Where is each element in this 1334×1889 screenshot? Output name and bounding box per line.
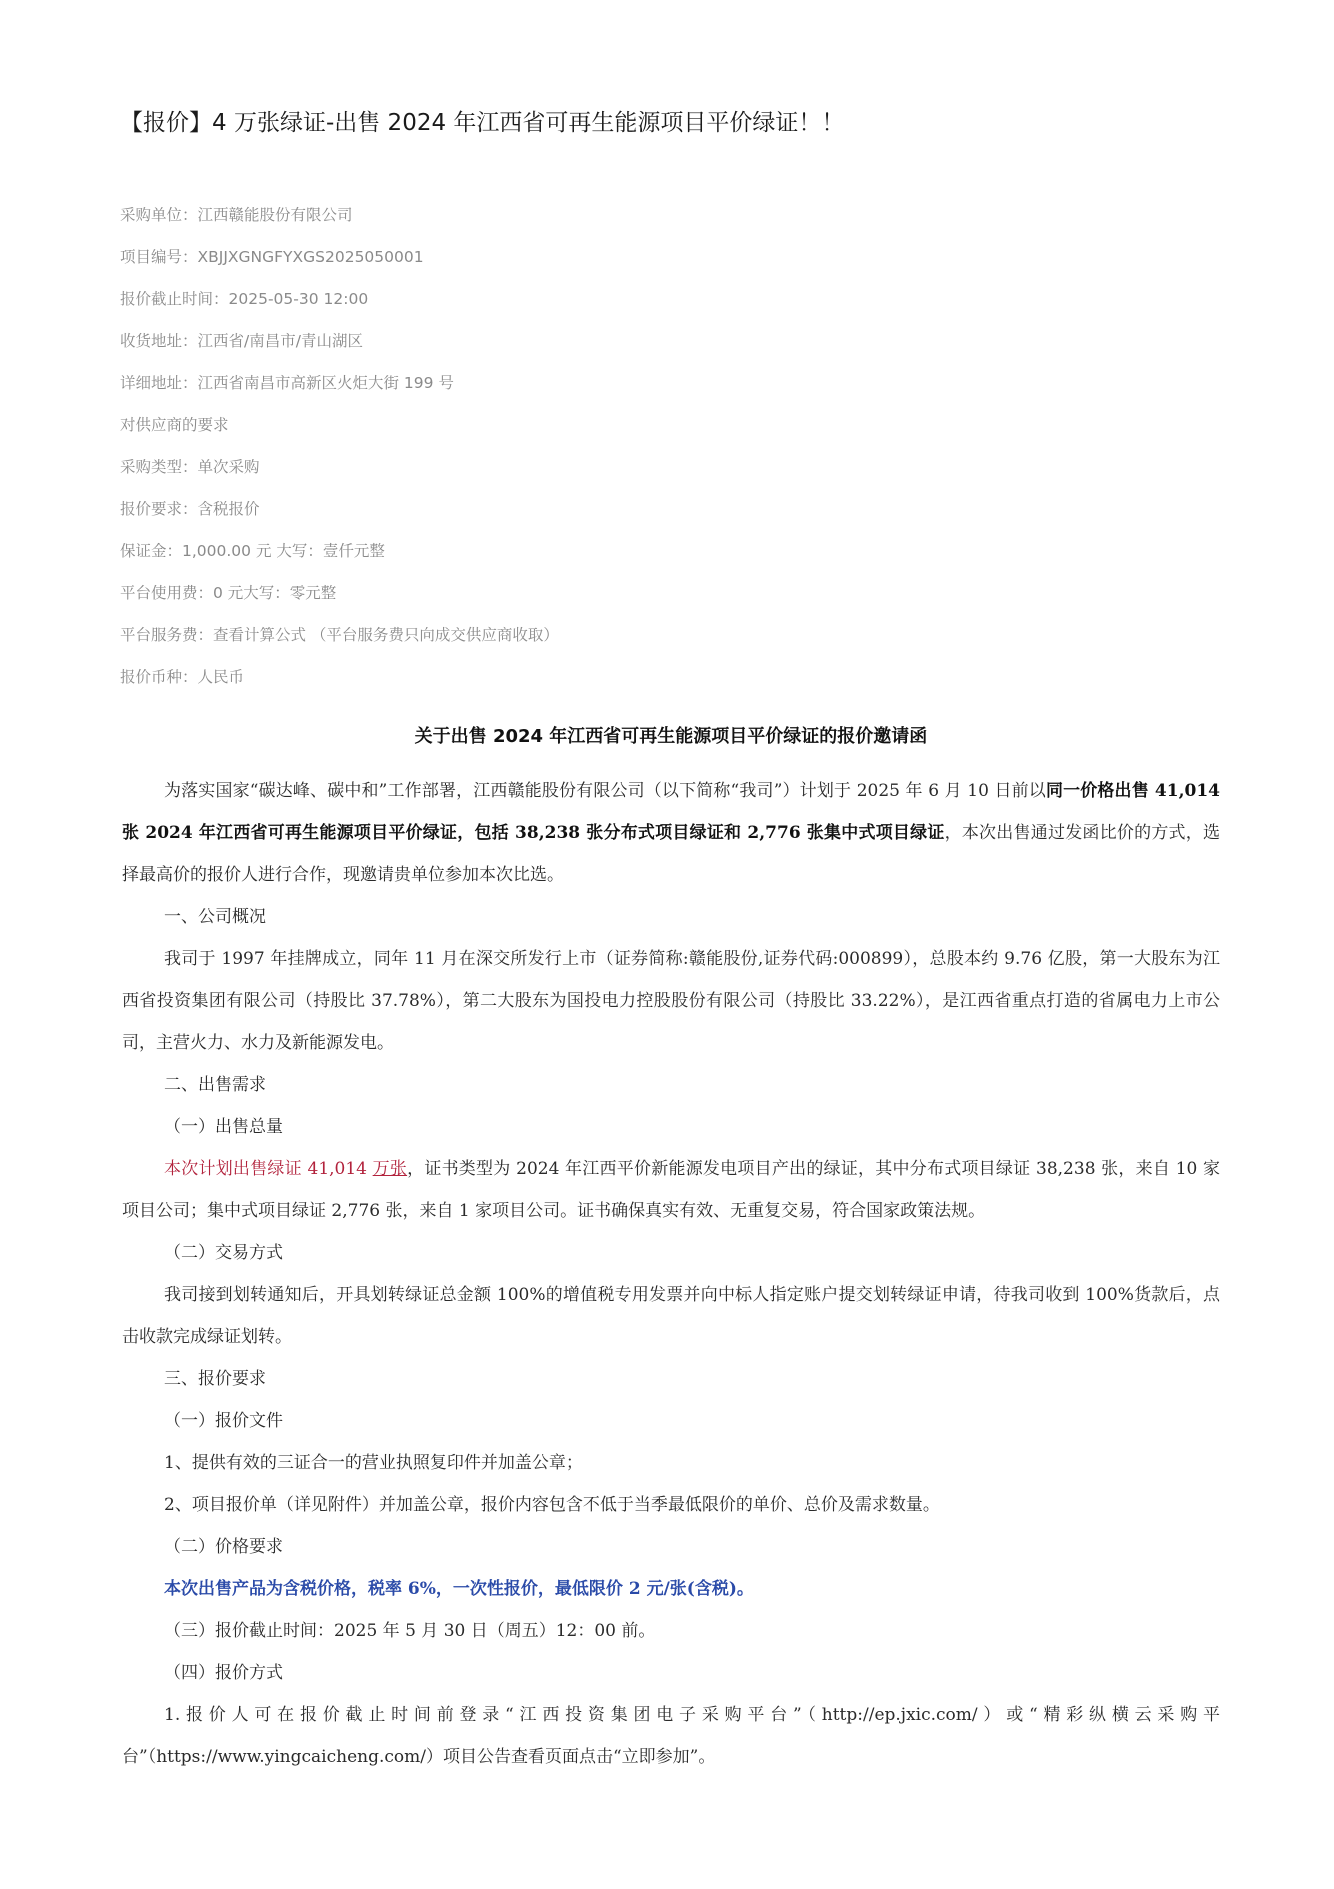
page-title: 【报价】4 万张绿证-出售 2024 年江西省可再生能源项目平价绿证！！ xyxy=(120,110,845,136)
section-heading: 三、报价要求 xyxy=(164,1369,266,1389)
company-overview-text: 我司于 1997 年挂牌成立，同年 11 月在深交所发行上市（证券简称:赣能股份,证券代码:000899），总股本约 9.76 亿股，第一大股东为江西省投资集团有限公司（持股比 37.78%），第二大股东为国投电力控股股份有限公司（持股比 33.22%），是江西省重点打造的省属电力上市公司，主营火力、水力及新能源发电。 xyxy=(122,949,1220,1053)
subsection-heading: （一）出售总量 xyxy=(164,1117,283,1137)
meta-detailed-address: 详细地址：江西省南昌市高新区火炬大街 199 号 xyxy=(120,374,454,392)
highlight-text: 本次计划出售绿证 41,014 xyxy=(164,1159,373,1179)
quote-method-text: 1.报价人可在报价截止时间前登录“江西投资集团电子采购平台”（http://ep.jxic.com/）或“精彩纵横云采购平台”（https://www.yingcaicheng.com/）项目公告查看页面点击“立即参加”。 xyxy=(122,1705,1220,1767)
meta-purchaser: 采购单位：江西赣能股份有限公司 xyxy=(120,206,353,224)
intro-bold-text: 同一价格出售 41,014 张 2024 年江西省可再生能源项目平价绿证，包括 38,238 张分布式项目绿证和 2,776 张集中式项目绿证 xyxy=(122,781,1220,843)
meta-purchase-type: 采购类型：单次采购 xyxy=(120,458,260,476)
meta-deadline: 报价截止时间：2025-05-30 12:00 xyxy=(120,290,369,308)
intro-text-end: ，本次出售通过发函比价的方式，选择最高价的报价人进行合作，现邀请贵单位参加本次比选。 xyxy=(122,823,1220,885)
subsection-heading: （一）报价文件 xyxy=(164,1411,283,1431)
sale-volume-rest: ，证书类型为 2024 年江西平价新能源发电项目产出的绿证，其中分布式项目绿证 38,238 张，来自 10 家项目公司；集中式项目绿证 2,776 张，来自 1 家项目公司。证书确保真实有效、无重复交易，符合国家政策法规。 xyxy=(122,1159,1220,1221)
meta-deposit: 保证金：1,000.00 元 大写：壹仟元整 xyxy=(120,542,385,560)
subsection-heading: （二）交易方式 xyxy=(164,1243,283,1263)
price-requirement-text: 本次出售产品为含税价格，税率 6%，一次性报价，最低限价 2 元/张(含税)。 xyxy=(164,1579,754,1599)
invitation-letter xyxy=(122,718,1220,1778)
meta-project-number: 项目编号：XBJJXGNGFYXGS2025050001 xyxy=(120,248,424,266)
meta-supplier-requirements: 对供应商的要求 xyxy=(120,416,229,434)
meta-quote-requirement: 报价要求：含税报价 xyxy=(120,500,260,518)
meta-currency: 报价币种：人民币 xyxy=(120,668,245,686)
meta-platform-service-fee: 平台服务费：查看计算公式 （平台服务费只向成交供应商收取） xyxy=(120,626,559,644)
quote-deadline-text: （三）报价截止时间：2025 年 5 月 30 日（周五）12：00 前。 xyxy=(164,1621,656,1641)
section-heading: 二、出售需求 xyxy=(164,1075,266,1095)
subsection-heading: （四）报价方式 xyxy=(164,1663,283,1683)
highlight-underlined-text: 万张 xyxy=(372,1159,408,1179)
sale-volume-text xyxy=(122,1148,1220,1232)
procurement-info xyxy=(120,203,559,707)
letter-title: 关于出售 2024 年江西省可再生能源项目平价绿证的报价邀请函 xyxy=(414,726,928,747)
meta-platform-usage-fee: 平台使用费：0 元大写：零元整 xyxy=(120,584,337,602)
subsection-heading: （二）价格要求 xyxy=(164,1537,283,1557)
letter-intro xyxy=(122,770,1220,896)
transaction-method-text: 我司接到划转通知后，开具划转绿证总金额 100%的增值税专用发票并向中标人指定账户提交划转绿证申请，待我司收到 100%货款后，点击收款完成绿证划转。 xyxy=(122,1285,1220,1347)
list-item: 2、项目报价单（详见附件）并加盖公章，报价内容包含不低于当季最低限价的单价、总价及需求数量。 xyxy=(164,1495,940,1515)
section-heading: 一、公司概况 xyxy=(164,907,266,927)
intro-text: 为落实国家“碳达峰、碳中和”工作部署，江西赣能股份有限公司（以下简称“我司”）计划于 2025 年 6 月 10 日前以 xyxy=(164,781,1046,801)
meta-delivery-address: 收货地址：江西省/南昌市/青山湖区 xyxy=(120,332,363,350)
list-item: 1、提供有效的三证合一的营业执照复印件并加盖公章； xyxy=(164,1453,583,1473)
